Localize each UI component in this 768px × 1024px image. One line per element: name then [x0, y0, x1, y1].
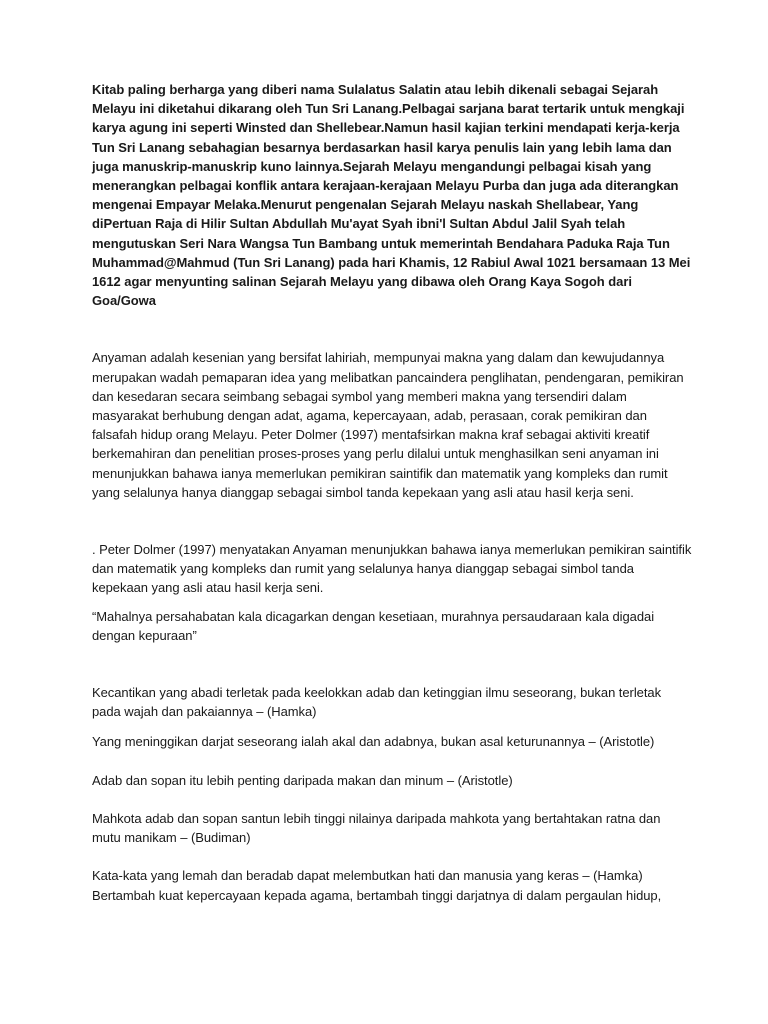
quote-aristotle-darjat: Yang meninggikan darjat seseorang ialah akal dan adabnya, bukan asal keturunannya – (Aristotle) [92, 734, 655, 750]
quote-hamka-kata-kata: Kata-kata yang lemah dan beradab dapat melembutkan hati dan manusia yang keras – (Hamka) [92, 868, 643, 884]
quote-aristotle-adab: Adab dan sopan itu lebih penting daripada makan dan minum – (Aristotle) [92, 772, 513, 788]
quote-budiman-mahkota: Mahkota adab dan sopan santun lebih tinggi nilainya daripada mahkota yang bertahtakan ratna dan mutu manikam – (Budiman) [92, 810, 661, 846]
quote-hamka-kecantikan: Kecantikan yang abadi terletak pada keelokkan adab dan ketinggian ilmu seseorang, bukan terletak pada wajah dan pakaiannya – (Hamka) [92, 685, 662, 720]
paragraph-peter-dolmer: . Peter Dolmer (1997) menyatakan Anyaman menunjukkan bahawa ianya memerlukan pemikiran saintifik dan matematik yang kompleks dan rumit yang selalunya hanya dianggap sebagai simbol tanda kepekaan yang asli atau hasil kerja seni. [92, 542, 692, 596]
quote-persahabatan: “Mahalnya persahabatan kala dicagarkan dengan kesetiaan, murahnya persaudaraan kala digadai dengan kepuraan” [92, 608, 655, 643]
paragraph-sejarah-melayu: Kitab paling berharga yang diberi nama Sulalatus Salatin atau lebih dikenali sebagai Sejarah Melayu ini diketahui dikarang oleh Tun Sri Lanang.Pelbagai sarjana barat tertarik untuk mengkaji karya agung ini seperti Winsted dan Shellebear.Namun hasil kajian terkini mendapati kerja-kerja Tun Sri Lanang sebahagian besarnya berdasarkan hasil karya penulis lain yang lebih lama dan juga manuskrip-manuskrip kuno lainnya.Sejarah Melayu mengandungi pelbagai kisah yang menerangkan pelbagai konflik antara kerajaan-kerajaan Melayu Purba dan juga ada diterangkan mengenai Empayar Melaka.Menurut pengenalan Sejarah Melayu naskah Shellabear, Yang diPertuan Raja di Hilir Sultan Abdullah Mu'ayat Syah ibni'l Sultan Abdul Jalil Syah telah mengutuskan Seri Nara Wangsa Tun Bambang untuk memerintah Bendahara Paduka Raja Tun Muhammad@Mahmud (Tun Sri Lanang) pada hari Khamis, 12 Rabiul Awal 1021 bersamaan 13 Mei 1612 agar menyunting salinan Sejarah Melayu yang dibawa oleh Orang Kaya Sogoh dari Goa/Gowa [92, 82, 691, 309]
document-page [92, 80, 692, 905]
quote-kepercayaan-agama: Bertambah kuat kepercayaan kepada agama, bertambah tinggi darjatnya di dalam pergaulan hidup, [92, 887, 662, 903]
paragraph-anyaman: Anyaman adalah kesenian yang bersifat lahiriah, mempunyai makna yang dalam dan kewujudannya merupakan wadah pemaparan idea yang melibatkan pancaindera penglihatan, pendengaran, pemikiran dan kesedaran secara seimbang sebagai symbol yang memberi makna yang tersendiri dalam masyarakat berhubung dengan adat, agama, kepercayaan, adab, perasaan, corak pemikiran dan falsafah hidup orang Melayu. Peter Dolmer (1997) mentafsirkan makna kraf sebagai aktiviti kreatif berkemahiran dan penelitian proses-proses yang perlu dilalui untuk menghasilkan seni anyaman ini menunjukkan bahawa ianya memerlukan pemikiran saintifik dan matematik yang kompleks dan rumit yang selalunya hanya dianggap sebagai simbol tanda kepekaan yang asli atau hasil kerja seni. [92, 350, 684, 500]
